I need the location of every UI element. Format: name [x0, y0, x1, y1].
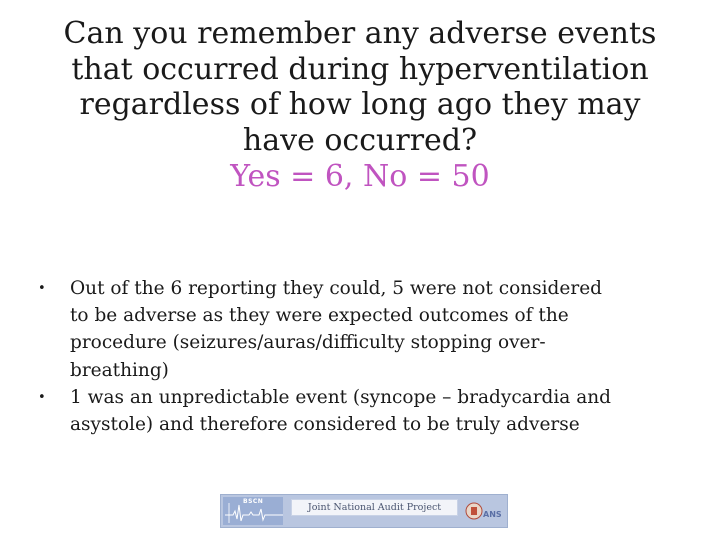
title-line: regardless of how long ago they may: [79, 87, 641, 122]
survey-result: Yes = 6, No = 50: [230, 159, 490, 194]
bullet-item: [38, 275, 688, 384]
bscn-logo: [223, 497, 283, 525]
ans-logo-text: ANS: [483, 510, 502, 519]
bullet-text-line: Out of the 6 reporting they could, 5 were not considered: [70, 278, 602, 299]
bullet-marker: •: [38, 281, 46, 296]
title-line: have occurred?: [242, 122, 478, 158]
bullet-text-line: breathing): [70, 359, 169, 381]
slide-title: [30, 16, 690, 195]
title-line: that occurred during hyperventilation: [71, 51, 649, 87]
ans-logo: [465, 499, 505, 523]
bullet-text-line: 1 was an unpredictable event (syncope – bradycardia and: [70, 386, 612, 408]
bscn-logo-text: BSCN: [243, 498, 264, 505]
bullet-text-line: to be adverse as they were expected outcomes of the: [70, 305, 569, 327]
audit-project-banner: [220, 494, 508, 528]
bullet-text-line: asystole) and therefore considered to be truly adverse: [70, 414, 580, 436]
title-line: Can you remember any adverse events: [63, 16, 657, 51]
banner-title-box: [291, 499, 458, 516]
banner-title: Joint National Audit Project: [307, 502, 442, 513]
bullet-marker: •: [38, 389, 46, 405]
bullet-item: [38, 384, 688, 438]
bullet-text-line: procedure (seizures/auras/difficulty stopping over-: [70, 332, 546, 354]
bullet-list: [38, 275, 688, 438]
